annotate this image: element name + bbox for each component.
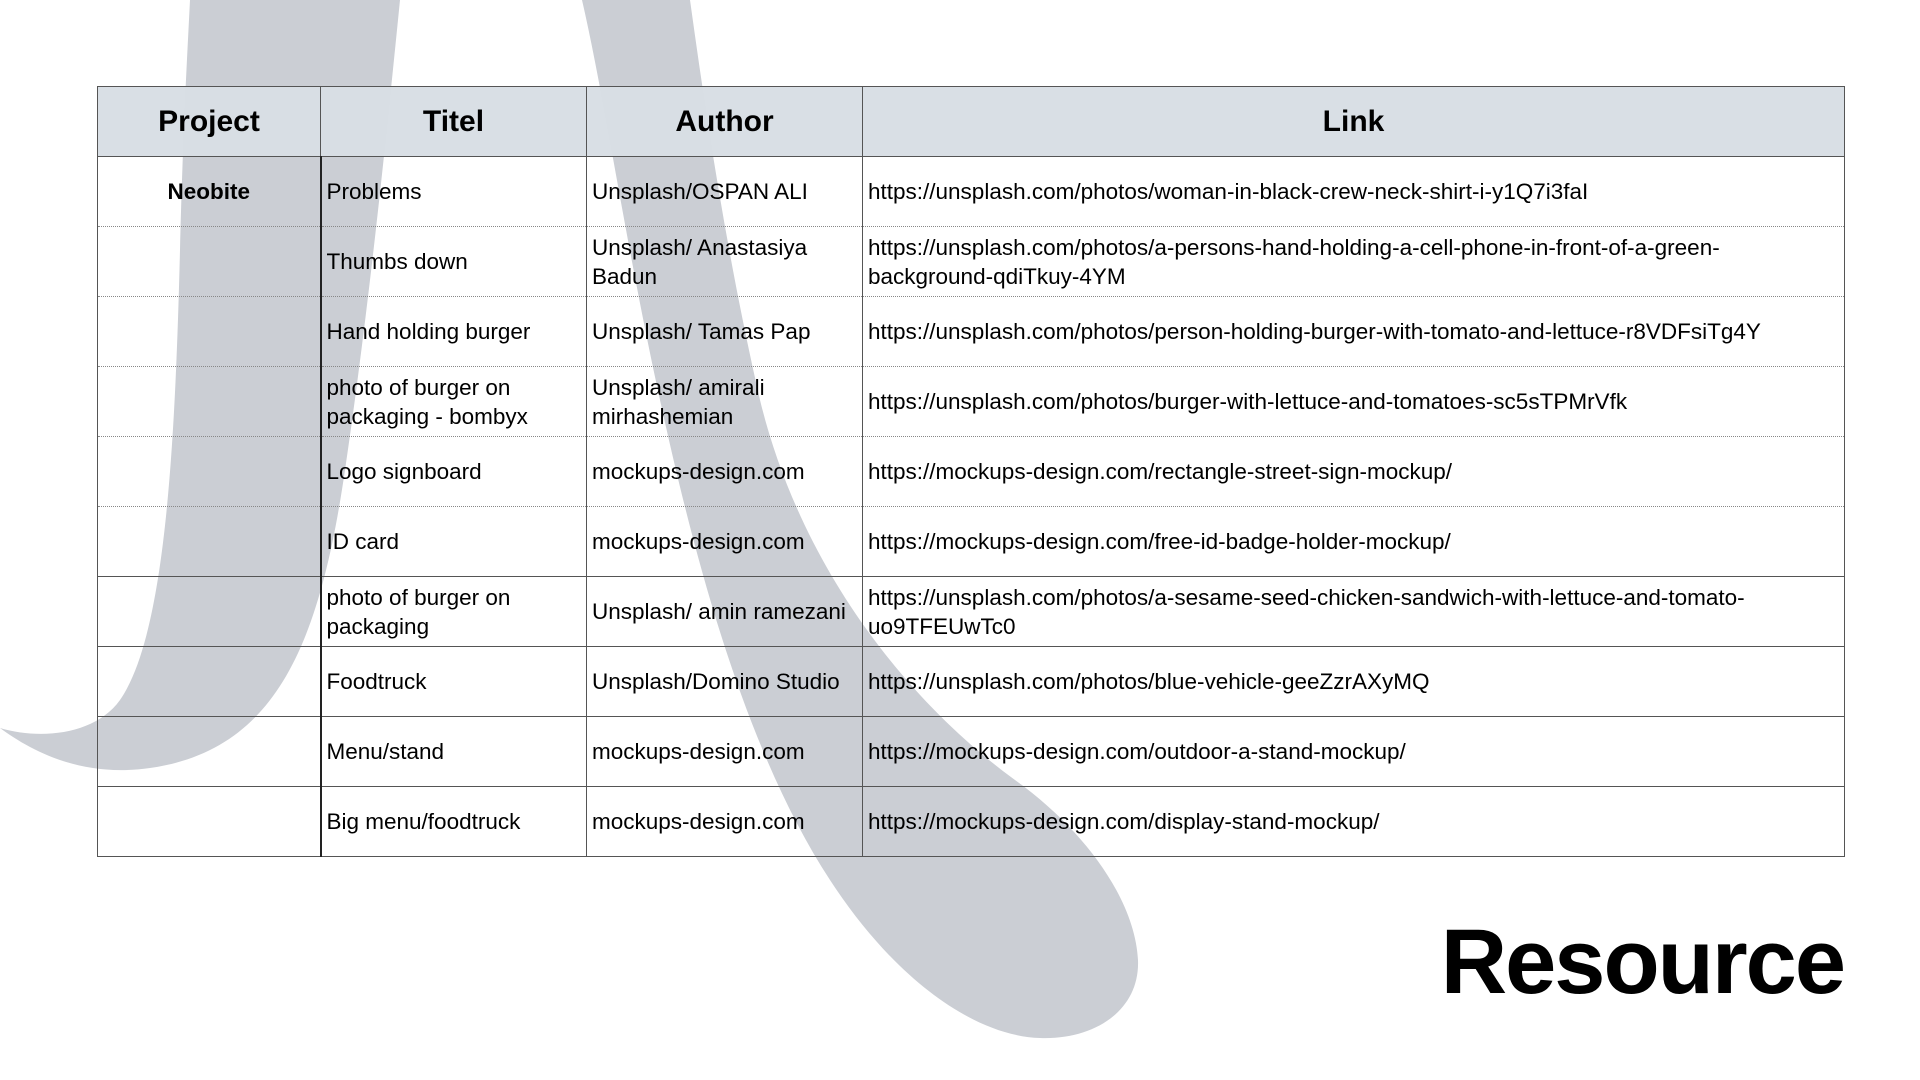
table-row [98, 717, 1845, 787]
titel-cell: Menu/stand [321, 717, 587, 787]
table-row [98, 437, 1845, 507]
project-cell [98, 787, 321, 857]
link-cell[interactable]: https://mockups-design.com/outdoor-a-stand-mockup/ [863, 717, 1845, 787]
link-cell[interactable]: https://unsplash.com/photos/burger-with-lettuce-and-tomatoes-sc5sTPMrVfk [863, 367, 1845, 437]
table-row [98, 787, 1845, 857]
project-cell: Neobite [98, 157, 321, 227]
author-cell: Unsplash/ amirali mirhashemian [587, 367, 863, 437]
author-cell: mockups-design.com [587, 507, 863, 577]
table-row [98, 297, 1845, 367]
link-cell[interactable]: https://unsplash.com/photos/woman-in-black-crew-neck-shirt-i-y1Q7i3faI [863, 157, 1845, 227]
table-row [98, 647, 1845, 717]
table-row [98, 367, 1845, 437]
titel-cell: Thumbs down [321, 227, 587, 297]
author-cell: Unsplash/Domino Studio [587, 647, 863, 717]
titel-cell: Big menu/foodtruck [321, 787, 587, 857]
table-row [98, 227, 1845, 297]
titel-cell: Problems [321, 157, 587, 227]
link-cell[interactable]: https://mockups-design.com/free-id-badge-holder-mockup/ [863, 507, 1845, 577]
link-cell[interactable]: https://unsplash.com/photos/a-sesame-seed-chicken-sandwich-with-lettuce-and-tomato-uo9TFEUwTc0 [863, 577, 1845, 647]
project-cell [98, 367, 321, 437]
table-row [98, 577, 1845, 647]
project-cell [98, 577, 321, 647]
author-cell: Unsplash/ Tamas Pap [587, 297, 863, 367]
author-cell: mockups-design.com [587, 437, 863, 507]
link-cell[interactable]: https://unsplash.com/photos/person-holding-burger-with-tomato-and-lettuce-r8VDFsiTg4Y [863, 297, 1845, 367]
table-row [98, 157, 1845, 227]
header-link: Link [863, 87, 1845, 157]
titel-cell: Logo signboard [321, 437, 587, 507]
project-cell [98, 507, 321, 577]
link-cell[interactable]: https://unsplash.com/photos/blue-vehicle-geeZzrAXyMQ [863, 647, 1845, 717]
author-cell: Unsplash/ amin ramezani [587, 577, 863, 647]
table-row [98, 507, 1845, 577]
project-cell [98, 227, 321, 297]
link-cell[interactable]: https://unsplash.com/photos/a-persons-hand-holding-a-cell-phone-in-front-of-a-green-background-qdiTkuy-4YM [863, 227, 1845, 297]
table-header-row [98, 87, 1845, 157]
titel-cell: photo of burger on packaging [321, 577, 587, 647]
author-cell: Unsplash/ Anastasiya Badun [587, 227, 863, 297]
project-cell [98, 647, 321, 717]
author-cell: Unsplash/OSPAN ALI [587, 157, 863, 227]
header-titel: Titel [321, 87, 587, 157]
resource-table [97, 86, 1845, 857]
project-cell [98, 437, 321, 507]
header-author: Author [587, 87, 863, 157]
project-cell [98, 297, 321, 367]
author-cell: mockups-design.com [587, 787, 863, 857]
link-cell[interactable]: https://mockups-design.com/display-stand-mockup/ [863, 787, 1845, 857]
titel-cell: ID card [321, 507, 587, 577]
project-cell [98, 717, 321, 787]
titel-cell: photo of burger on packaging - bombyx [321, 367, 587, 437]
link-cell[interactable]: https://mockups-design.com/rectangle-street-sign-mockup/ [863, 437, 1845, 507]
titel-cell: Hand holding burger [321, 297, 587, 367]
titel-cell: Foodtruck [321, 647, 587, 717]
author-cell: mockups-design.com [587, 717, 863, 787]
page-title: Resource [1440, 911, 1844, 1013]
header-project: Project [98, 87, 321, 157]
